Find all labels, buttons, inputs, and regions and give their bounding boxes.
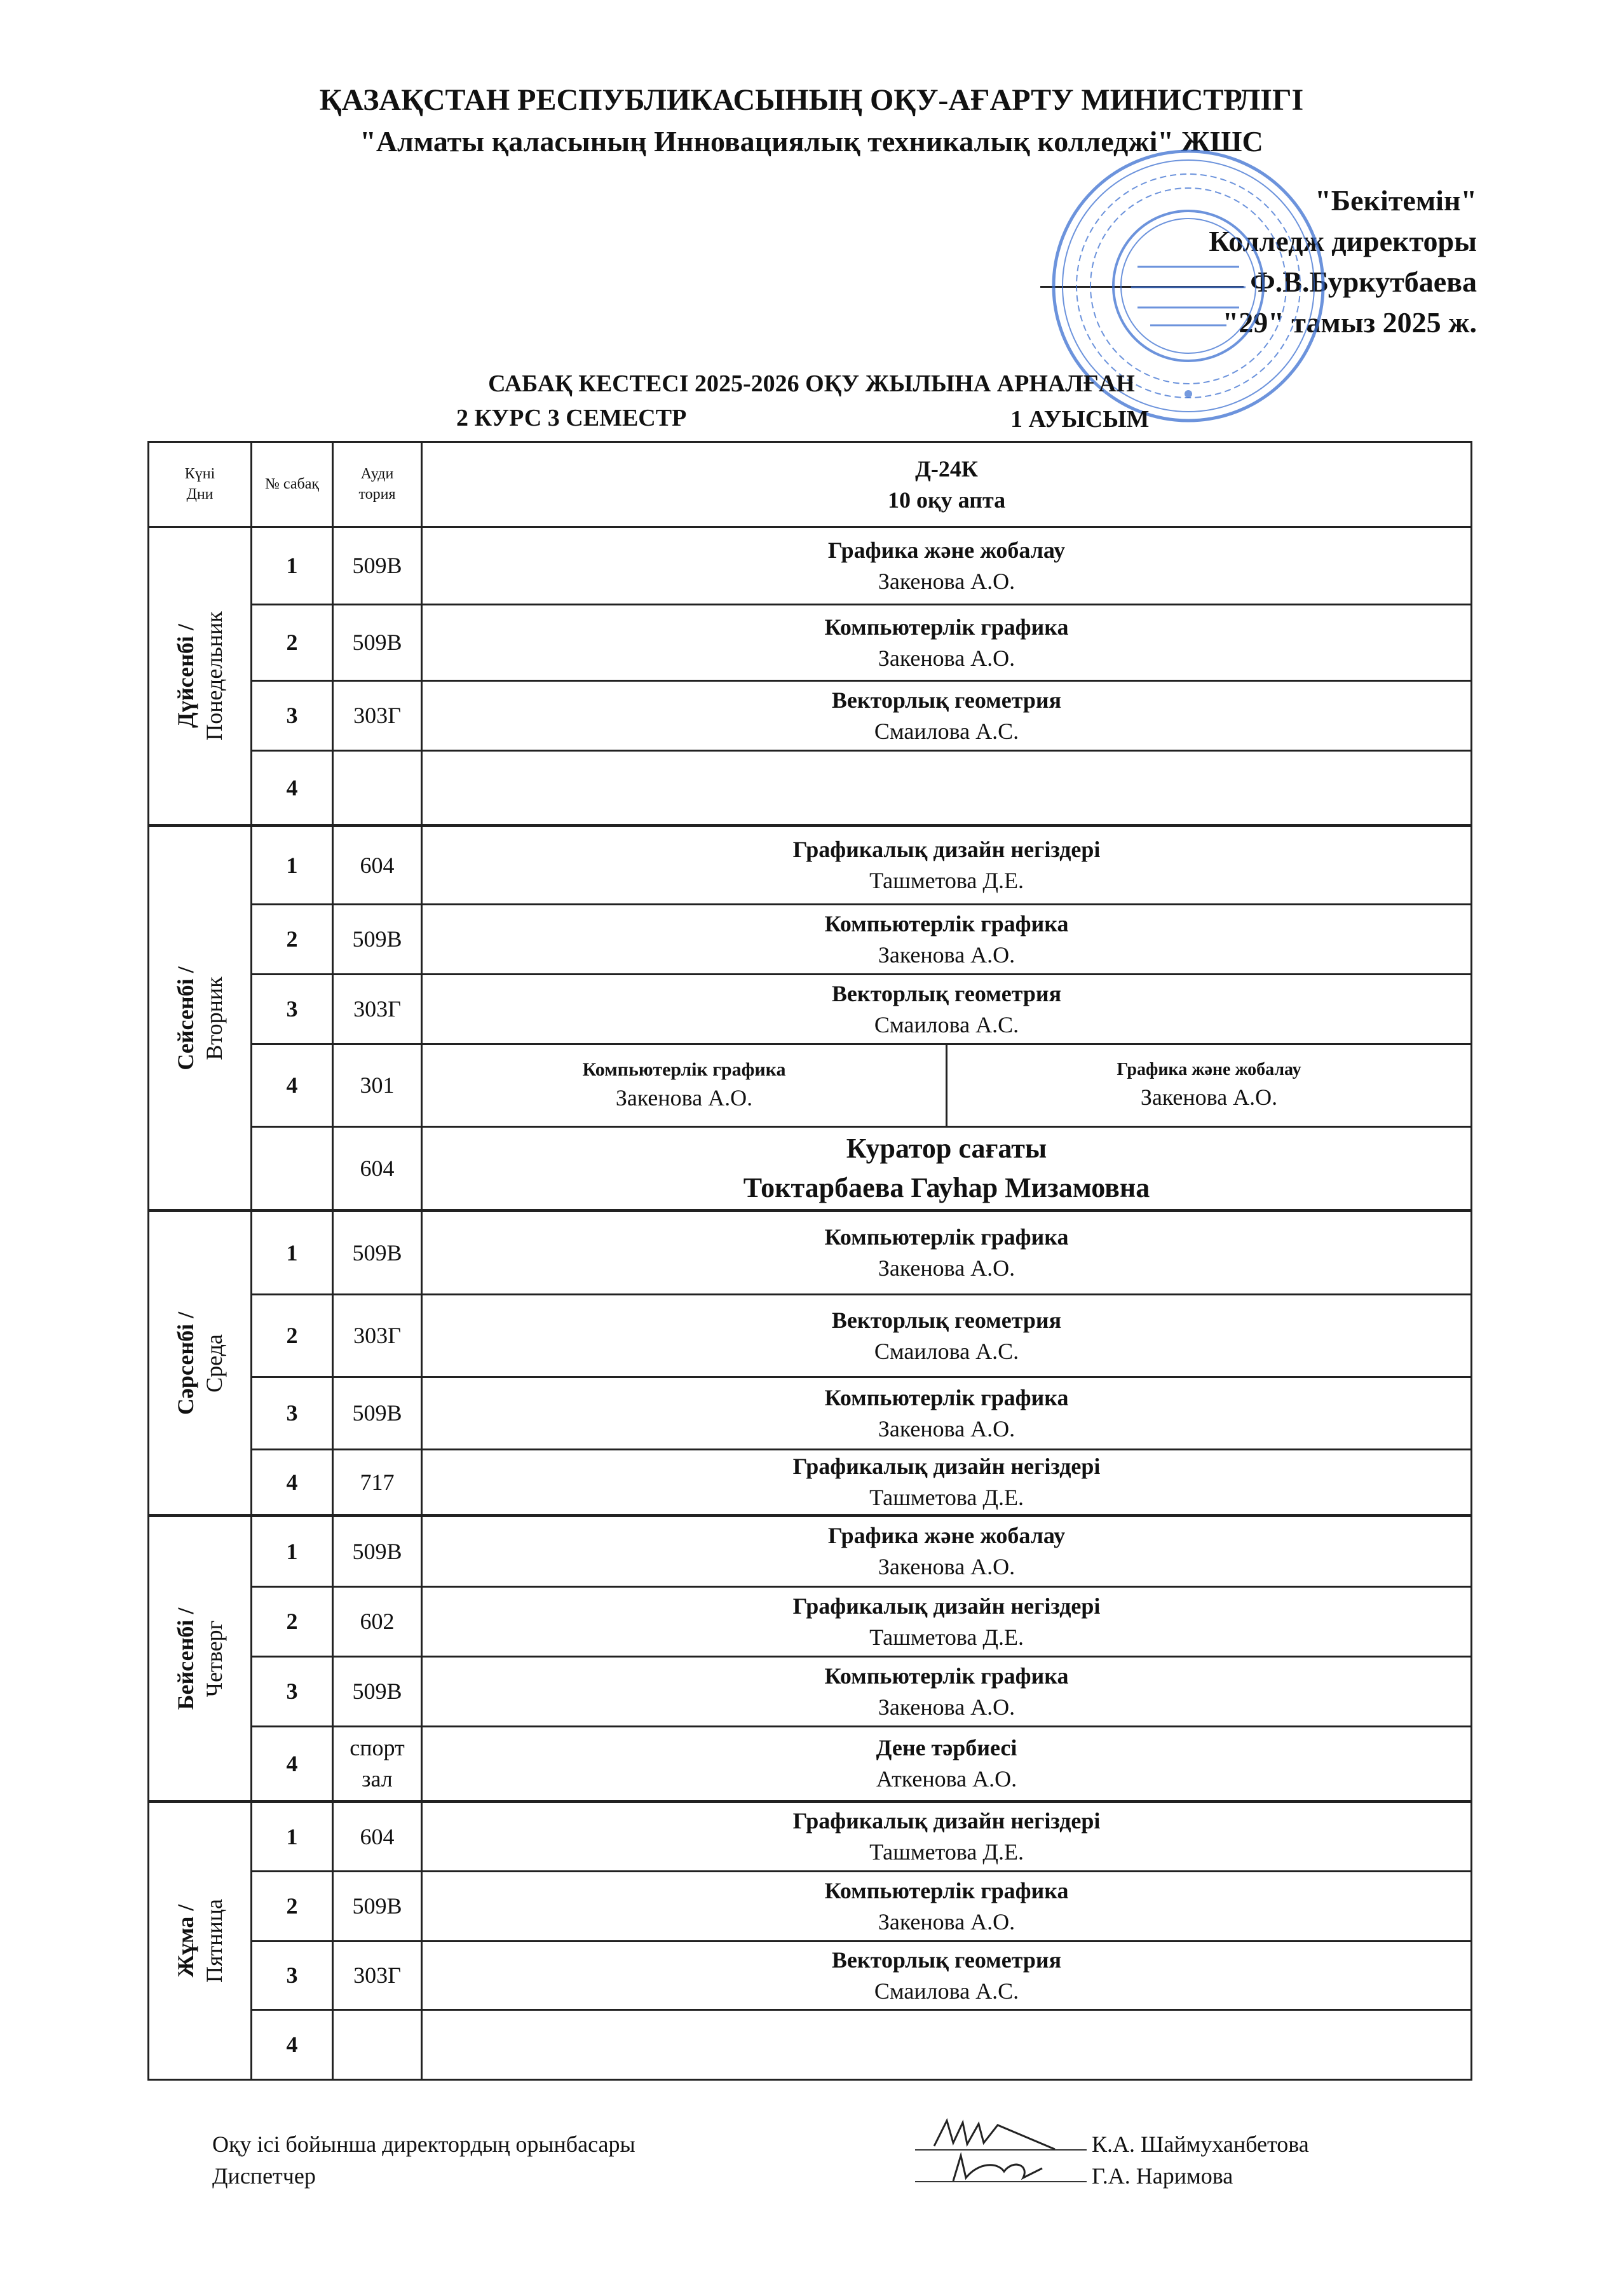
lesson-cell [422, 1727, 1472, 1802]
day-name-kz: Жұма / [172, 1904, 198, 1978]
lesson-cell [422, 1295, 1472, 1377]
table-row [149, 1587, 1472, 1657]
subject-name: Графика және жобалау [827, 1523, 1066, 1549]
header-group [422, 442, 1472, 527]
lesson-cell [422, 1450, 1472, 1516]
table-row [149, 1516, 1472, 1587]
day-name-kz: Бейсенбі / [172, 1607, 198, 1710]
handwritten-signature-icon [928, 2143, 1068, 2187]
table-row [149, 1450, 1472, 1516]
lesson-cell [422, 605, 1472, 681]
lesson-number: 1 [252, 1516, 333, 1587]
subject-name: Векторлық геометрия [831, 687, 1062, 713]
lesson-number: 2 [252, 1587, 333, 1657]
table-row [149, 905, 1472, 975]
lesson-room: 509В [333, 1657, 422, 1727]
room-part-1: спорт [350, 1735, 405, 1761]
day-name-kz: Сәрсенбі / [172, 1311, 198, 1415]
ministry-title: ҚАЗАҚСТАН РЕСПУБЛИКАСЫНЫҢ ОҚУ-АҒАРТУ МИНИСТРЛІГІ [319, 83, 1304, 117]
subject-name: Графикалық дизайн негіздері [792, 1593, 1101, 1619]
lesson-room: 509В [333, 605, 422, 681]
signature-titles [212, 2128, 635, 2192]
college-name: "Алматы қаласының Инновациялық техникалық колледжі" ЖШС [360, 125, 1263, 158]
header-day [149, 442, 252, 527]
day-name-kz: Сейсенбі / [172, 966, 198, 1070]
header-room-2: тория [358, 485, 396, 503]
subject-name: Векторлық геометрия [831, 980, 1062, 1006]
lesson-cell-subgroup-a [422, 1044, 947, 1127]
subject-name: Графикалық дизайн негіздері [792, 837, 1101, 863]
lesson-number: 3 [252, 1941, 333, 2010]
teacher-name: Закенова А.О. [878, 1255, 1015, 1281]
lesson-room: 303Г [333, 1941, 422, 2010]
schedule-table [147, 441, 1472, 2081]
table-row [149, 2010, 1472, 2080]
lesson-number: 1 [252, 826, 333, 905]
subject-name: Графикалық дизайн негіздері [792, 1454, 1101, 1480]
group-code: Д-24К [915, 456, 978, 482]
lesson-number: 4 [252, 751, 333, 826]
lesson-room [333, 1727, 422, 1802]
header-day-ru: Дни [186, 485, 214, 503]
subject-name: Графика және жобалау [827, 537, 1066, 563]
teacher-name: Закенова А.О. [878, 942, 1015, 968]
table-row [149, 975, 1472, 1044]
lesson-number: 2 [252, 605, 333, 681]
room-part-2: зал [362, 1766, 393, 1792]
lesson-room: 509В [333, 1516, 422, 1587]
director-name: Ф.В.Буркутбаева [1250, 266, 1477, 298]
lesson-cell [422, 1872, 1472, 1941]
teacher-name: Ташметова Д.Е. [869, 1485, 1024, 1510]
day-name-kz: Дүйсенбі / [172, 624, 198, 728]
deputy-title: Оқу ісі бойынша директордың орынбасары [212, 2131, 635, 2157]
lesson-cell [422, 1587, 1472, 1657]
deputy-name: К.А. Шаймуханбетова [1092, 2131, 1309, 2157]
lesson-number: 2 [252, 1872, 333, 1941]
lesson-room: 717 [333, 1450, 422, 1516]
subject-name: Дене тәрбиесі [876, 1735, 1017, 1761]
subject-name: Компьютерлік графика [824, 1877, 1069, 1903]
lesson-cell-subgroup-b [947, 1044, 1472, 1127]
course-semester: 2 КУРС 3 СЕМЕСТР [456, 405, 687, 431]
day-name-ru: Четверг [201, 1620, 227, 1697]
lesson-cell [422, 1657, 1472, 1727]
header-day-kz: Күні [184, 466, 215, 483]
teacher-name: Закенова А.О. [1140, 1084, 1278, 1111]
table-row [149, 1941, 1472, 2010]
day-name-ru: Понедельник [201, 611, 227, 741]
table-row [149, 681, 1472, 751]
teacher-name: Ташметова Д.Е. [869, 1839, 1024, 1865]
lesson-room: 509В [333, 527, 422, 605]
table-row [149, 527, 1472, 605]
subject-name: Графикалық дизайн негіздері [792, 1808, 1101, 1834]
teacher-name: Закенова А.О. [878, 1415, 1015, 1442]
lesson-cell [422, 905, 1472, 975]
lesson-number: 3 [252, 1657, 333, 1727]
curator-hour-cell [422, 1127, 1472, 1211]
lesson-number: 4 [252, 1044, 333, 1127]
teacher-name: Ташметова Д.Е. [869, 868, 1024, 893]
subject-name: Компьютерлік графика [824, 1224, 1069, 1250]
teacher-name: Смаилова А.С. [874, 1978, 1019, 2004]
day-name-ru: Вторник [201, 976, 227, 1060]
lesson-number: 4 [252, 1727, 333, 1802]
lesson-cell [422, 681, 1472, 751]
subject-name: Компьютерлік графика [824, 1663, 1069, 1689]
lesson-cell [422, 1377, 1472, 1450]
lesson-room: 602 [333, 1587, 422, 1657]
table-row [149, 826, 1472, 905]
lesson-number [252, 1127, 333, 1211]
table-row [149, 1295, 1472, 1377]
table-row [149, 1044, 1472, 1127]
subject-name: Компьютерлік графика [824, 910, 1069, 936]
teacher-name: Аткенова А.О. [876, 1766, 1017, 1792]
signature-line [915, 2162, 1087, 2182]
day-friday [149, 1802, 252, 2080]
day-name-ru: Пятница [201, 1898, 227, 1983]
lesson-cell [422, 1211, 1472, 1295]
teacher-name: Закенова А.О. [878, 1908, 1015, 1935]
approval-line-4: "29" тамыз 2025 ж. [1222, 306, 1477, 339]
lesson-room [333, 2010, 422, 2080]
teacher-name: Закенова А.О. [878, 1554, 1015, 1579]
lesson-cell [422, 1802, 1472, 1872]
dispatcher-signature [915, 2160, 1309, 2192]
lesson-cell [422, 2010, 1472, 2080]
study-weeks: 10 оқу апта [887, 487, 1006, 513]
table-row [149, 605, 1472, 681]
teacher-name: Смаилова А.С. [874, 1338, 1019, 1364]
lesson-room: 303Г [333, 975, 422, 1044]
day-tuesday [149, 826, 252, 1211]
lesson-cell [422, 751, 1472, 826]
lesson-cell [422, 826, 1472, 905]
lesson-room: 303Г [333, 681, 422, 751]
lesson-room: 604 [333, 1802, 422, 1872]
subject-name: Векторлық геометрия [831, 1307, 1062, 1333]
lesson-number: 3 [252, 1377, 333, 1450]
dispatcher-name: Г.А. Наримова [1092, 2163, 1233, 2189]
teacher-name: Закенова А.О. [615, 1085, 753, 1111]
lesson-room: 509В [333, 1872, 422, 1941]
lesson-number: 1 [252, 527, 333, 605]
table-row [149, 1657, 1472, 1727]
dispatcher-title: Диспетчер [212, 2163, 316, 2189]
subject-name: Графика және жобалау [1117, 1060, 1301, 1080]
curator-hour-title: Куратор сағаты [846, 1133, 1047, 1165]
table-header-row [149, 442, 1472, 527]
lesson-room: 604 [333, 1127, 422, 1211]
lesson-number: 2 [252, 1295, 333, 1377]
day-name-ru: Среда [201, 1334, 227, 1393]
lesson-room [333, 751, 422, 826]
teacher-name: Смаилова А.С. [874, 718, 1019, 744]
lesson-room: 301 [333, 1044, 422, 1127]
subject-name: Компьютерлік графика [824, 1384, 1069, 1410]
table-row [149, 1872, 1472, 1941]
header-room [333, 442, 422, 527]
teacher-name: Закенова А.О. [878, 568, 1015, 594]
approval-line-2: Колледж директоры [1209, 225, 1477, 257]
table-row [149, 751, 1472, 826]
subject-name: Компьютерлік графика [582, 1058, 786, 1080]
table-row [149, 1802, 1472, 1872]
day-wednesday [149, 1211, 252, 1516]
lesson-number: 4 [252, 2010, 333, 2080]
lesson-number: 3 [252, 975, 333, 1044]
lesson-number: 4 [252, 1450, 333, 1516]
header-lesson-no: № сабақ [252, 442, 333, 527]
day-monday [149, 527, 252, 826]
approval-line-1: "Бекітемін" [1315, 184, 1477, 217]
subject-name: Векторлық геометрия [831, 1947, 1062, 1973]
curator-name: Токтарбаева Гауһар Мизамовна [743, 1172, 1150, 1203]
table-row [149, 1211, 1472, 1295]
lesson-cell [422, 975, 1472, 1044]
lesson-cell [422, 1941, 1472, 2010]
schedule-title: САБАҚ КЕСТЕСІ 2025-2026 ОҚУ ЖЫЛЫНА АРНАЛҒАН [488, 370, 1135, 397]
shift-label: 1 АУЫСЫМ [1010, 406, 1150, 433]
teacher-name: Закенова А.О. [878, 645, 1015, 671]
lesson-room: 303Г [333, 1295, 422, 1377]
table-row [149, 1377, 1472, 1450]
table-row [149, 1127, 1472, 1211]
subject-name: Компьютерлік графика [824, 614, 1069, 640]
lesson-room: 509В [333, 905, 422, 975]
signature-names [915, 2128, 1309, 2192]
lesson-number: 1 [252, 1802, 333, 1872]
lesson-room: 509В [333, 1377, 422, 1450]
teacher-name: Ташметова Д.Е. [869, 1624, 1024, 1650]
lesson-room: 604 [333, 826, 422, 905]
header-room-1: Ауди [360, 466, 394, 483]
teacher-name: Смаилова А.С. [874, 1011, 1019, 1037]
teacher-name: Закенова А.О. [878, 1694, 1015, 1720]
lesson-cell [422, 1516, 1472, 1587]
lesson-number: 2 [252, 905, 333, 975]
lesson-number: 1 [252, 1211, 333, 1295]
lesson-room: 509В [333, 1211, 422, 1295]
lesson-cell [422, 527, 1472, 605]
day-thursday [149, 1516, 252, 1802]
lesson-number: 3 [252, 681, 333, 751]
table-row [149, 1727, 1472, 1802]
